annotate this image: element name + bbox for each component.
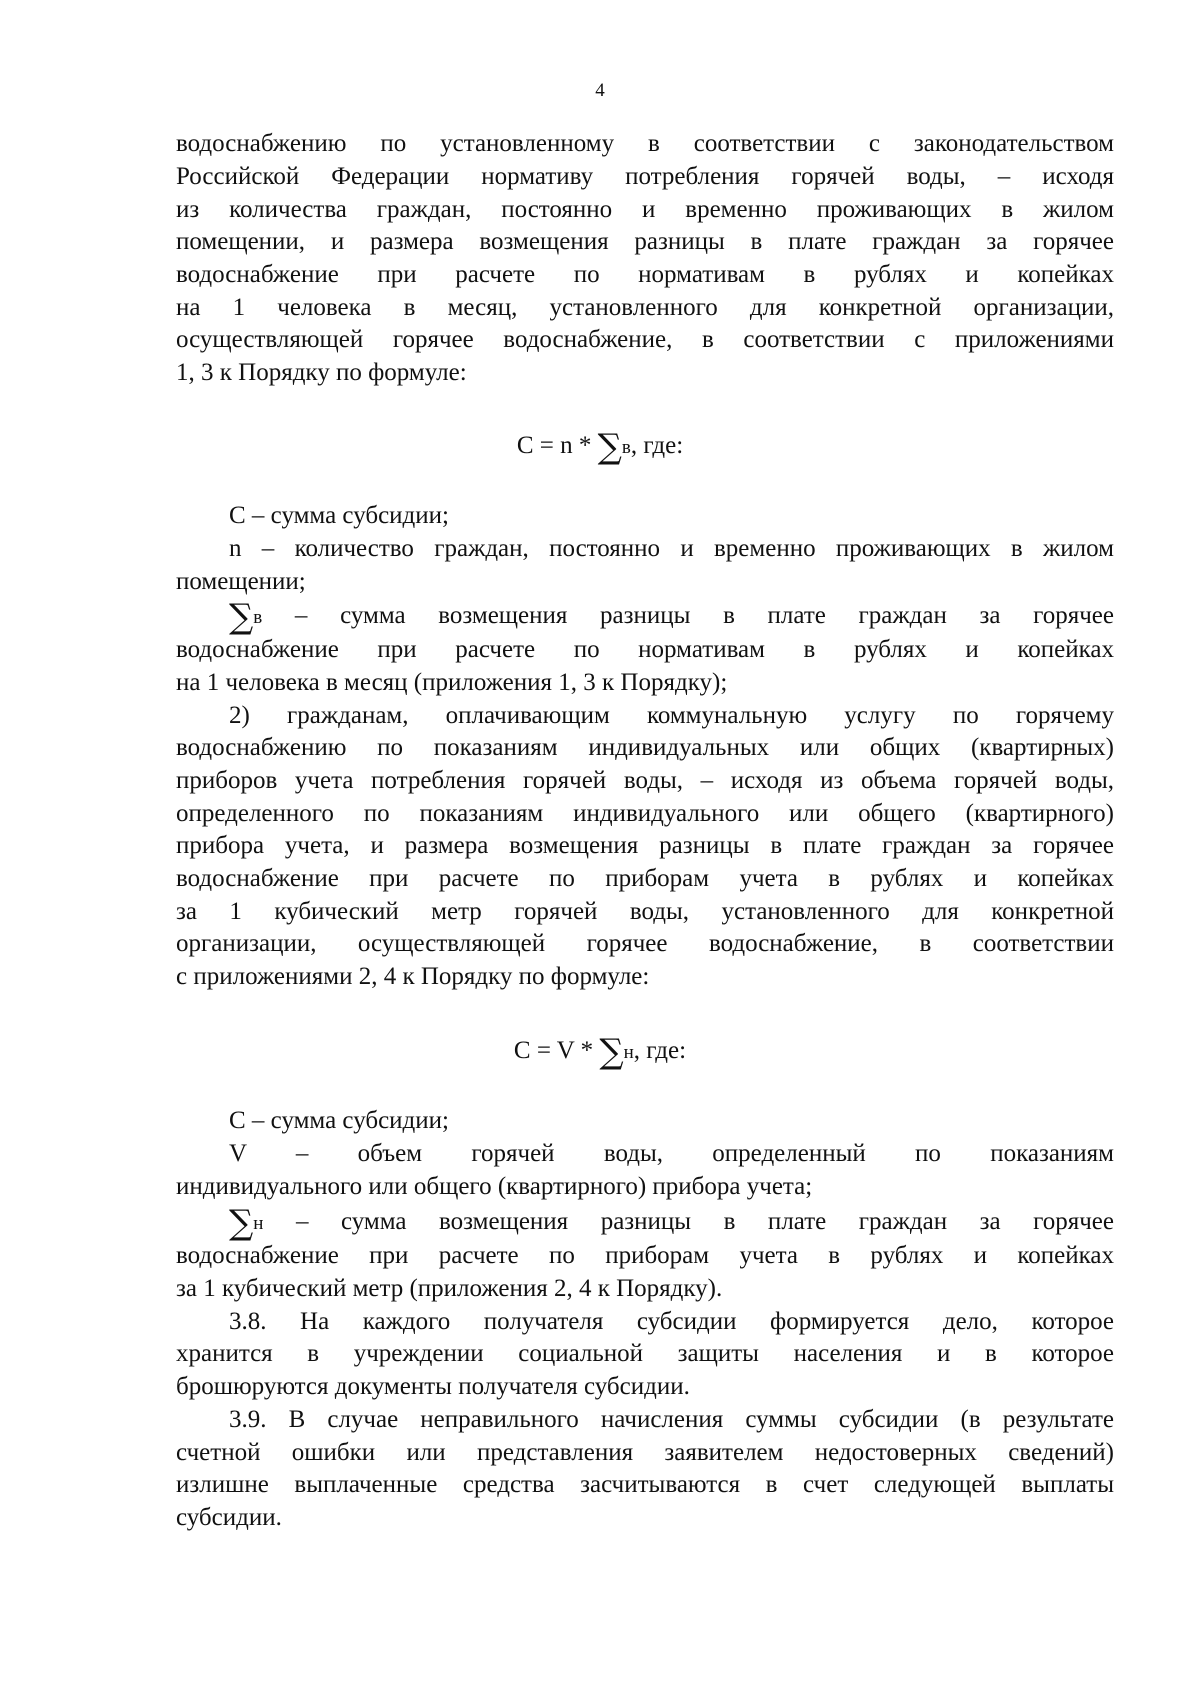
formula-subscript: в (621, 437, 631, 458)
definition-sum (229, 1203, 1114, 1243)
sigma-symbol: ∑ (229, 597, 254, 637)
text-line: хранится в учреждении социальной защиты населения и в которое (176, 1340, 1114, 1367)
definition-n-cont: помещении; (176, 568, 306, 595)
definition-c: С – сумма субсидии; (229, 1107, 449, 1134)
text-line: прибора учета, и размера возмещения разницы в плате граждан за горячее (176, 832, 1114, 859)
text-line: субсидии. (176, 1504, 282, 1531)
page-number: 4 (595, 80, 605, 101)
text-line: приборов учета потребления горячей воды, – исходя из объема горячей воды, (176, 767, 1114, 794)
text-line: 1, 3 к Порядку по формуле: (176, 359, 467, 386)
formula-left: C = V * (513, 1037, 594, 1064)
formula-1 (0, 427, 1200, 467)
text-line: из количества граждан, постоянно и временно проживающих в жилом (176, 196, 1114, 223)
definition-c: С – сумма субсидии; (229, 502, 449, 529)
definition-sum-text: – сумма возмещения разницы в плате граждан за горячее (295, 1208, 1114, 1235)
sigma-symbol: ∑ (599, 1032, 624, 1072)
text-line: водоснабжение при расчете по приборам учета в рублях и копейках (176, 865, 1114, 892)
sum-subscript: н (253, 1213, 264, 1234)
text-line: с приложениями 2, 4 к Порядку по формуле: (176, 963, 650, 990)
text-line: излишне выплаченные средства засчитываются в счет следующей выплаты (176, 1471, 1114, 1498)
text-line: счетной ошибки или представления заявителем недостоверных сведений) (176, 1439, 1114, 1466)
text-line: водоснабжение при расчете по нормативам в рублях и копейках (176, 261, 1114, 288)
text-line: за 1 кубический метр горячей воды, установленного для конкретной (176, 898, 1114, 925)
definition-v: V – объем горячей воды, определенный по показаниям (229, 1140, 1114, 1167)
text-line: помещении, и размера возмещения разницы в плате граждан за горячее (176, 228, 1114, 255)
formula-tail: , где: (633, 1037, 687, 1064)
text-line: водоснабжение при расчете по приборам учета в рублях и копейках (176, 1242, 1114, 1269)
text-line: 2) гражданам, оплачивающим коммунальную услугу по горячему (229, 702, 1114, 729)
text-line: 3.8. На каждого получателя субсидии формируется дело, которое (229, 1308, 1114, 1335)
definition-sum (229, 597, 1115, 637)
text-line: на 1 человека в месяц, установленного для конкретной организации, (176, 294, 1114, 321)
text-line: водоснабжению по установленному в соответствии с законодательством (176, 130, 1114, 157)
sum-subscript: в (253, 607, 263, 628)
text-line: определенного по показаниям индивидуального или общего (квартирного) (176, 800, 1114, 827)
definition-v-cont: индивидуального или общего (квартирного) прибора учета; (176, 1173, 813, 1200)
sigma-symbol: ∑ (229, 1203, 254, 1243)
text-line: организации, осуществляющей горячее водоснабжение, в соответствии (176, 930, 1114, 957)
text-line: Российской Федерации нормативу потребления горячей воды, – исходя (176, 163, 1114, 190)
text-line: 3.9. В случае неправильного начисления суммы субсидии (в результате (229, 1406, 1114, 1433)
formula-left: C = n * (516, 432, 592, 459)
definition-sum-text: – сумма возмещения разницы в плате граждан за горячее (294, 602, 1115, 629)
text-line: на 1 человека в месяц (приложения 1, 3 к Порядку); (176, 669, 728, 696)
formula-2 (0, 1032, 1200, 1072)
text-line: за 1 кубический метр (приложения 2, 4 к Порядку). (176, 1275, 723, 1302)
text-line: брошюруются документы получателя субсидии. (176, 1373, 690, 1400)
sigma-symbol: ∑ (597, 427, 622, 467)
definition-n: n – количество граждан, постоянно и временно проживающих в жилом (229, 535, 1114, 562)
text-line: водоснабжение при расчете по нормативам в рублях и копейках (176, 636, 1114, 663)
text-line: водоснабжению по показаниям индивидуальных или общих (квартирных) (176, 734, 1114, 761)
formula-tail: , где: (630, 432, 684, 459)
formula-subscript: н (623, 1042, 634, 1063)
text-line: осуществляющей горячее водоснабжение, в соответствии с приложениями (176, 326, 1114, 353)
